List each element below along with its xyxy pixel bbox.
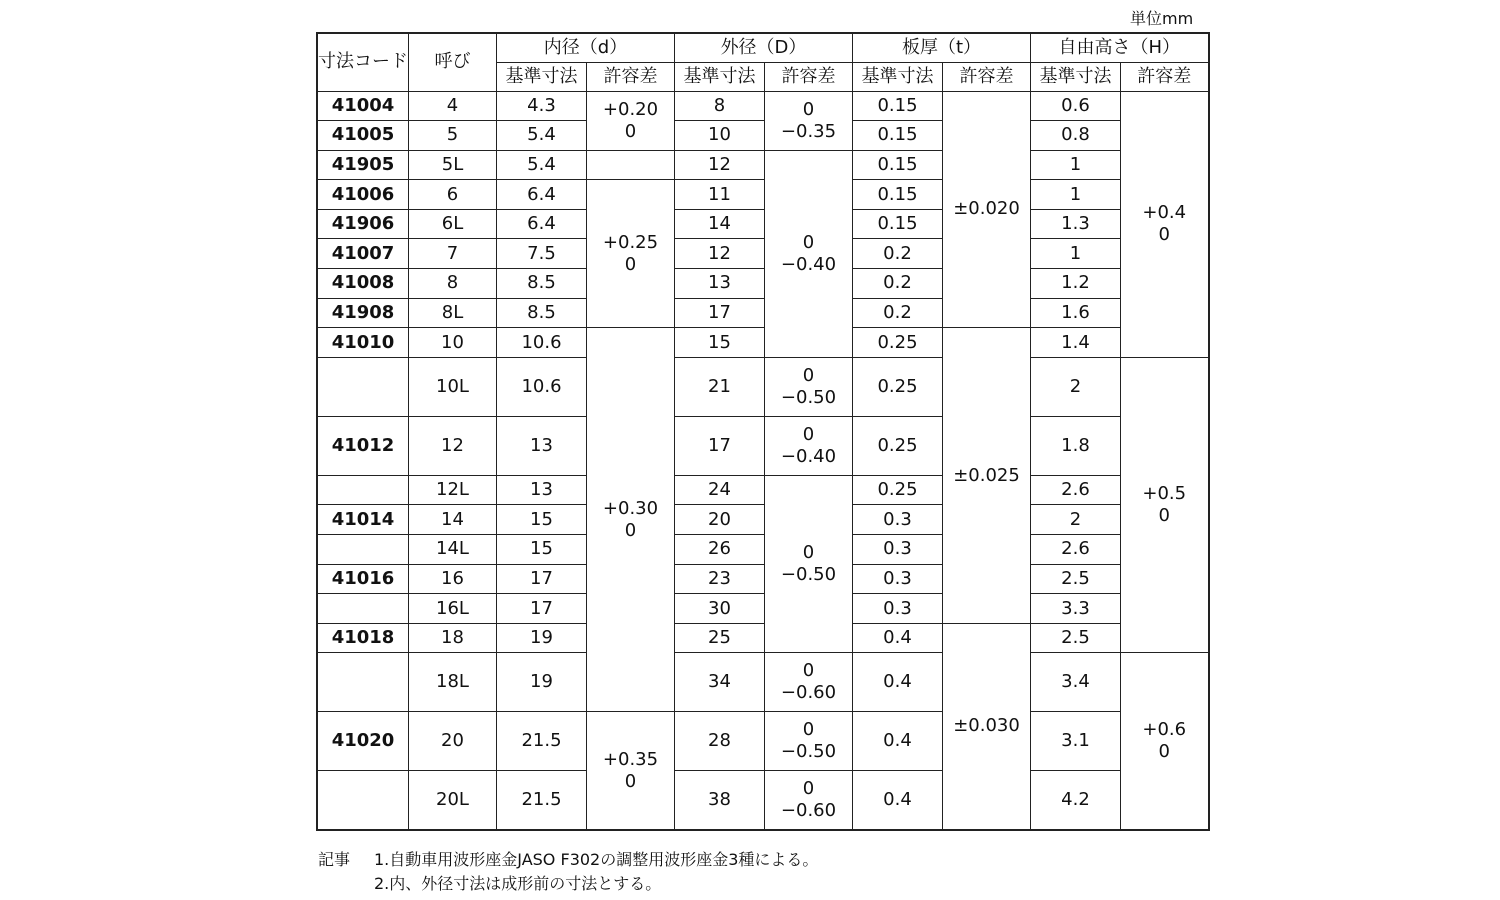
inner-diameter-basic: 15 [497, 535, 587, 565]
inner-diameter-basic: 19 [497, 653, 587, 712]
tolerance-upper: +0.5 [1142, 483, 1187, 505]
nominal-size: 6 [409, 180, 497, 210]
size-code: 41008 [317, 269, 409, 299]
header-inner-diameter: 内径（d） [497, 33, 675, 62]
thickness-basic: 0.4 [853, 771, 943, 830]
nominal-size: 10 [409, 328, 497, 358]
inner-diameter-basic: 5.4 [497, 150, 587, 180]
nominal-size: 16 [409, 564, 497, 594]
tolerance-cell [765, 653, 853, 712]
free-height-basic: 1.4 [1031, 328, 1121, 358]
table-row [317, 475, 1209, 505]
tolerance-lower: 0 [1158, 741, 1170, 763]
outer-diameter-basic: 34 [675, 653, 765, 712]
tolerance-lower: −0.35 [780, 120, 837, 142]
nominal-size: 7 [409, 239, 497, 269]
inner-diameter-basic: 19 [497, 623, 587, 653]
size-code [317, 594, 409, 624]
tolerance-upper: 0 [802, 364, 815, 386]
table-row [317, 121, 1209, 151]
tolerance-cell [943, 623, 1031, 830]
thickness-basic: 0.25 [853, 475, 943, 505]
tolerance-upper: 0 [802, 778, 815, 800]
size-code [317, 357, 409, 416]
note-1: 1.自動車用波形座金JASO F302の調整用波形座金3種による。 [374, 850, 819, 869]
tolerance-upper: +0.20 [602, 98, 659, 120]
outer-diameter-basic: 38 [675, 771, 765, 830]
table-row [317, 505, 1209, 535]
free-height-basic: 3.1 [1031, 712, 1121, 771]
tolerance-cell [587, 91, 675, 150]
size-code: 41006 [317, 180, 409, 210]
free-height-basic: 2.6 [1031, 475, 1121, 505]
header-tolerance: 許容差 [587, 62, 675, 91]
nominal-size: 14L [409, 535, 497, 565]
free-height-basic: 3.3 [1031, 594, 1121, 624]
inner-diameter-basic: 21.5 [497, 712, 587, 771]
tolerance-upper: ±0.025 [953, 464, 1020, 486]
inner-diameter-basic: 8.5 [497, 298, 587, 328]
outer-diameter-basic: 20 [675, 505, 765, 535]
tolerance-cell [765, 712, 853, 771]
table-row [317, 712, 1209, 771]
header-outer-diameter: 外径（D） [675, 33, 853, 62]
thickness-basic: 0.25 [853, 357, 943, 416]
outer-diameter-basic: 11 [675, 180, 765, 210]
thickness-basic: 0.4 [853, 712, 943, 771]
size-code: 41014 [317, 505, 409, 535]
table-row [317, 623, 1209, 653]
outer-diameter-basic: 12 [675, 239, 765, 269]
nominal-size: 10L [409, 357, 497, 416]
header-basic: 基準寸法 [675, 62, 765, 91]
table-row [317, 328, 1209, 358]
tolerance-cell [587, 180, 675, 328]
thickness-basic: 0.3 [853, 535, 943, 565]
header-tolerance: 許容差 [765, 62, 853, 91]
tolerance-upper: 0 [802, 660, 815, 682]
tolerance-lower: −0.50 [780, 564, 837, 586]
thickness-basic: 0.2 [853, 298, 943, 328]
table-row [317, 150, 1209, 180]
outer-diameter-basic: 24 [675, 475, 765, 505]
inner-diameter-basic: 10.6 [497, 357, 587, 416]
inner-diameter-basic: 8.5 [497, 269, 587, 299]
tolerance-cell [943, 91, 1031, 328]
free-height-basic: 2.5 [1031, 623, 1121, 653]
size-code [317, 771, 409, 830]
header-free-height: 自由高さ（H） [1031, 33, 1209, 62]
thickness-basic: 0.3 [853, 505, 943, 535]
unit-label: 単位mm [1130, 9, 1194, 28]
outer-diameter-basic: 23 [675, 564, 765, 594]
tolerance-upper: +0.4 [1142, 202, 1187, 224]
thickness-basic: 0.15 [853, 150, 943, 180]
tolerance-cell [765, 91, 853, 150]
tolerance-lower: −0.60 [780, 800, 837, 822]
tolerance-cell [943, 328, 1031, 624]
outer-diameter-basic: 10 [675, 121, 765, 151]
table-row [317, 209, 1209, 239]
tolerance-cell [587, 712, 675, 830]
size-code: 41016 [317, 564, 409, 594]
outer-diameter-basic: 12 [675, 150, 765, 180]
nominal-size: 8 [409, 269, 497, 299]
size-code: 41004 [317, 91, 409, 121]
nominal-size: 12L [409, 475, 497, 505]
table-row [317, 357, 1209, 416]
inner-diameter-basic: 21.5 [497, 771, 587, 830]
free-height-basic: 4.2 [1031, 771, 1121, 830]
thickness-basic: 0.2 [853, 269, 943, 299]
thickness-basic: 0.4 [853, 653, 943, 712]
notes-label: 記事 [318, 850, 351, 869]
nominal-size: 5 [409, 121, 497, 151]
inner-diameter-basic: 4.3 [497, 91, 587, 121]
free-height-basic: 0.8 [1031, 121, 1121, 151]
size-code: 41012 [317, 416, 409, 475]
tolerance-cell [765, 150, 853, 357]
tolerance-upper: +0.25 [602, 231, 659, 253]
nominal-size: 18 [409, 623, 497, 653]
nominal-size: 14 [409, 505, 497, 535]
outer-diameter-basic: 17 [675, 416, 765, 475]
free-height-basic: 1.3 [1031, 209, 1121, 239]
free-height-basic: 1 [1031, 150, 1121, 180]
thickness-basic: 0.3 [853, 594, 943, 624]
tolerance-lower: 0 [624, 519, 637, 541]
size-code: 41007 [317, 239, 409, 269]
inner-diameter-basic: 6.4 [497, 209, 587, 239]
tolerance-upper: +0.35 [602, 748, 659, 770]
header-tolerance: 許容差 [1121, 62, 1209, 91]
thickness-basic: 0.15 [853, 91, 943, 121]
outer-diameter-basic: 17 [675, 298, 765, 328]
tolerance-upper: 0 [802, 542, 815, 564]
tolerance-upper: 0 [802, 98, 815, 120]
note-2: 2.内、外径寸法は成形前の寸法とする。 [374, 874, 662, 893]
table-row [317, 564, 1209, 594]
size-code: 41906 [317, 209, 409, 239]
tolerance-upper: 0 [802, 423, 815, 445]
inner-diameter-basic: 17 [497, 594, 587, 624]
tolerance-upper: 0 [802, 231, 815, 253]
table-row [317, 416, 1209, 475]
free-height-basic: 1 [1031, 180, 1121, 210]
tolerance-lower: −0.40 [780, 445, 837, 467]
tolerance-upper: +0.30 [602, 497, 659, 519]
nominal-size: 6L [409, 209, 497, 239]
outer-diameter-basic: 13 [675, 269, 765, 299]
free-height-basic: 1 [1031, 239, 1121, 269]
inner-diameter-basic: 10.6 [497, 328, 587, 358]
notes [318, 848, 818, 896]
inner-diameter-basic: 15 [497, 505, 587, 535]
header-tolerance: 許容差 [943, 62, 1031, 91]
table-body [317, 91, 1209, 830]
inner-diameter-basic: 5.4 [497, 121, 587, 151]
inner-diameter-basic: 13 [497, 475, 587, 505]
header-basic: 基準寸法 [1031, 62, 1121, 91]
thickness-basic: 0.4 [853, 623, 943, 653]
outer-diameter-basic: 26 [675, 535, 765, 565]
table-row [317, 269, 1209, 299]
table-row [317, 771, 1209, 830]
thickness-basic: 0.25 [853, 416, 943, 475]
inner-diameter-basic: 6.4 [497, 180, 587, 210]
tolerance-upper: +0.6 [1142, 719, 1187, 741]
tolerance-lower: 0 [1158, 224, 1170, 246]
inner-diameter-basic: 13 [497, 416, 587, 475]
outer-diameter-basic: 15 [675, 328, 765, 358]
outer-diameter-basic: 14 [675, 209, 765, 239]
tolerance-cell [765, 357, 853, 416]
tolerance-lower: −0.50 [780, 741, 837, 763]
size-code: 41908 [317, 298, 409, 328]
size-code: 41020 [317, 712, 409, 771]
outer-diameter-basic: 8 [675, 91, 765, 121]
table-row [317, 535, 1209, 565]
free-height-basic: 1.2 [1031, 269, 1121, 299]
tolerance-lower: 0 [624, 770, 637, 792]
nominal-size: 12 [409, 416, 497, 475]
header-basic: 基準寸法 [497, 62, 587, 91]
nominal-size: 20 [409, 712, 497, 771]
thickness-basic: 0.15 [853, 209, 943, 239]
header-nominal: 呼び [409, 33, 497, 91]
tolerance-lower: −0.50 [780, 386, 837, 408]
thickness-basic: 0.2 [853, 239, 943, 269]
table-row [317, 180, 1209, 210]
tolerance-cell [765, 475, 853, 653]
nominal-size: 20L [409, 771, 497, 830]
size-code: 41018 [317, 623, 409, 653]
tolerance-lower: −0.40 [780, 253, 837, 275]
free-height-basic: 2.6 [1031, 535, 1121, 565]
inner-diameter-basic: 7.5 [497, 239, 587, 269]
tolerance-upper: ±0.020 [953, 198, 1020, 220]
table-row [317, 91, 1209, 121]
tolerance-lower: 0 [624, 120, 637, 142]
size-code [317, 475, 409, 505]
tolerance-lower: 0 [624, 253, 637, 275]
tolerance-upper: 0 [802, 719, 815, 741]
outer-diameter-basic: 21 [675, 357, 765, 416]
table-row [317, 239, 1209, 269]
free-height-basic: 0.6 [1031, 91, 1121, 121]
tolerance-lower: −0.60 [780, 682, 837, 704]
size-code [317, 535, 409, 565]
free-height-basic: 1.6 [1031, 298, 1121, 328]
nominal-size: 8L [409, 298, 497, 328]
table-row [317, 594, 1209, 624]
tolerance-upper: ±0.030 [953, 715, 1020, 737]
tolerance-lower: 0 [1158, 505, 1170, 527]
thickness-basic: 0.3 [853, 564, 943, 594]
table-row [317, 653, 1209, 712]
outer-diameter-basic: 25 [675, 623, 765, 653]
outer-diameter-basic: 30 [675, 594, 765, 624]
size-code: 41010 [317, 328, 409, 358]
free-height-basic: 2 [1031, 505, 1121, 535]
tolerance-cell [765, 416, 853, 475]
thickness-basic: 0.15 [853, 121, 943, 151]
size-code: 41905 [317, 150, 409, 180]
nominal-size: 18L [409, 653, 497, 712]
nominal-size: 5L [409, 150, 497, 180]
tolerance-cell [765, 771, 853, 830]
thickness-basic: 0.25 [853, 328, 943, 358]
tolerance-cell [587, 328, 675, 712]
free-height-basic: 1.8 [1031, 416, 1121, 475]
inner-diameter-basic: 17 [497, 564, 587, 594]
outer-diameter-basic: 28 [675, 712, 765, 771]
tolerance-cell [587, 150, 675, 180]
table-row [317, 298, 1209, 328]
tolerance-cell [1121, 357, 1209, 653]
size-code [317, 653, 409, 712]
tolerance-cell [1121, 91, 1209, 357]
nominal-size: 16L [409, 594, 497, 624]
tolerance-cell [1121, 653, 1209, 830]
free-height-basic: 3.4 [1031, 653, 1121, 712]
header-basic: 基準寸法 [853, 62, 943, 91]
free-height-basic: 2 [1031, 357, 1121, 416]
thickness-basic: 0.15 [853, 180, 943, 210]
free-height-basic: 2.5 [1031, 564, 1121, 594]
header-code: 寸法コード [317, 33, 409, 91]
header-thickness: 板厚（t） [853, 33, 1031, 62]
size-code: 41005 [317, 121, 409, 151]
dimension-table [316, 32, 1210, 831]
nominal-size: 4 [409, 91, 497, 121]
